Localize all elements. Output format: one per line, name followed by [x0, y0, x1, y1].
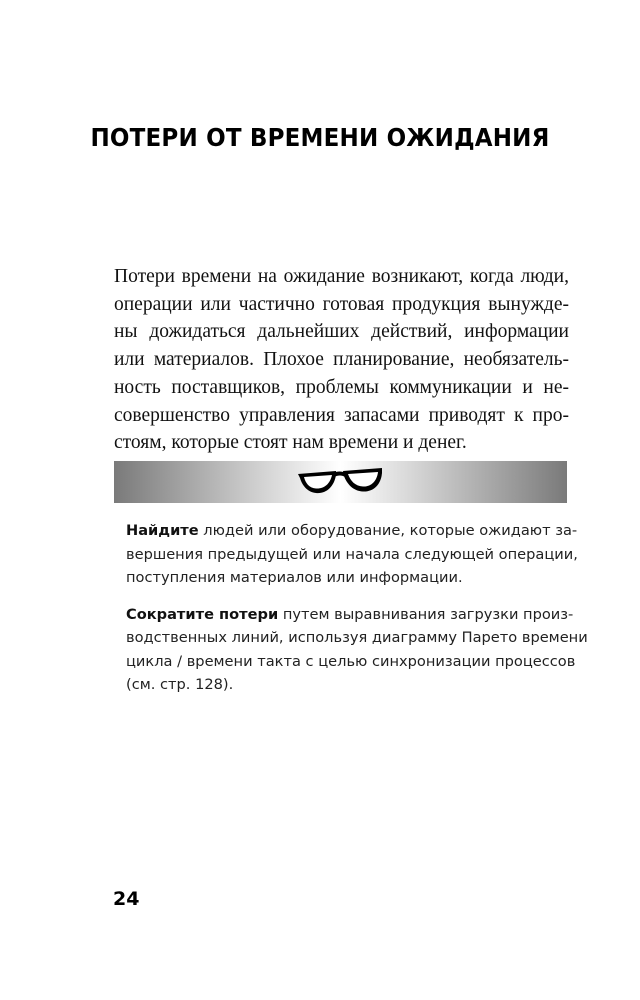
tip-text: поступления материалов или информации. [126, 569, 463, 586]
tip-text: вершения предыдущей или начала следующей операции, [126, 545, 578, 563]
tip-text: цикла / времени такта с целью синхронизации процессов [126, 652, 576, 670]
glasses-icon [296, 465, 386, 499]
page-number: 24 [113, 888, 140, 910]
tip-text: путем выравнивания загрузки произ- [278, 605, 574, 623]
intro-paragraph [114, 263, 569, 457]
intro-line: совершенство управления запасами приводят к про- [114, 404, 569, 426]
intro-line: или материалов. Плохое планирование, необязатель- [114, 349, 569, 371]
tip-lead: Сократите потери [126, 605, 279, 623]
intro-line: стоям, которые стоят нам времени и денег. [114, 432, 467, 454]
tip-text: людей или оборудование, которые ожидают за- [198, 522, 578, 539]
tip-text: водственных линий, используя диаграмму Парето времени [126, 629, 588, 646]
intro-line: ны дожидаться дальнейших действий, информации [114, 321, 569, 343]
tip-item [126, 603, 588, 697]
tip-text: (см. стр. 128). [126, 676, 234, 693]
intro-line: операции или частично готовая продукция вынужде- [114, 293, 569, 315]
page-title: ПОТЕРИ ОТ ВРЕМЕНИ ОЖИДАНИЯ [90, 123, 550, 152]
tips-list [126, 519, 588, 710]
section-divider-band [114, 461, 567, 503]
tip-lead: Найдите [126, 522, 199, 539]
intro-line: ность поставщиков, проблемы коммуникации и не- [114, 376, 569, 398]
intro-line: Потери времени на ожидание возникают, когда люди, [114, 266, 569, 287]
tip-item [126, 519, 578, 590]
